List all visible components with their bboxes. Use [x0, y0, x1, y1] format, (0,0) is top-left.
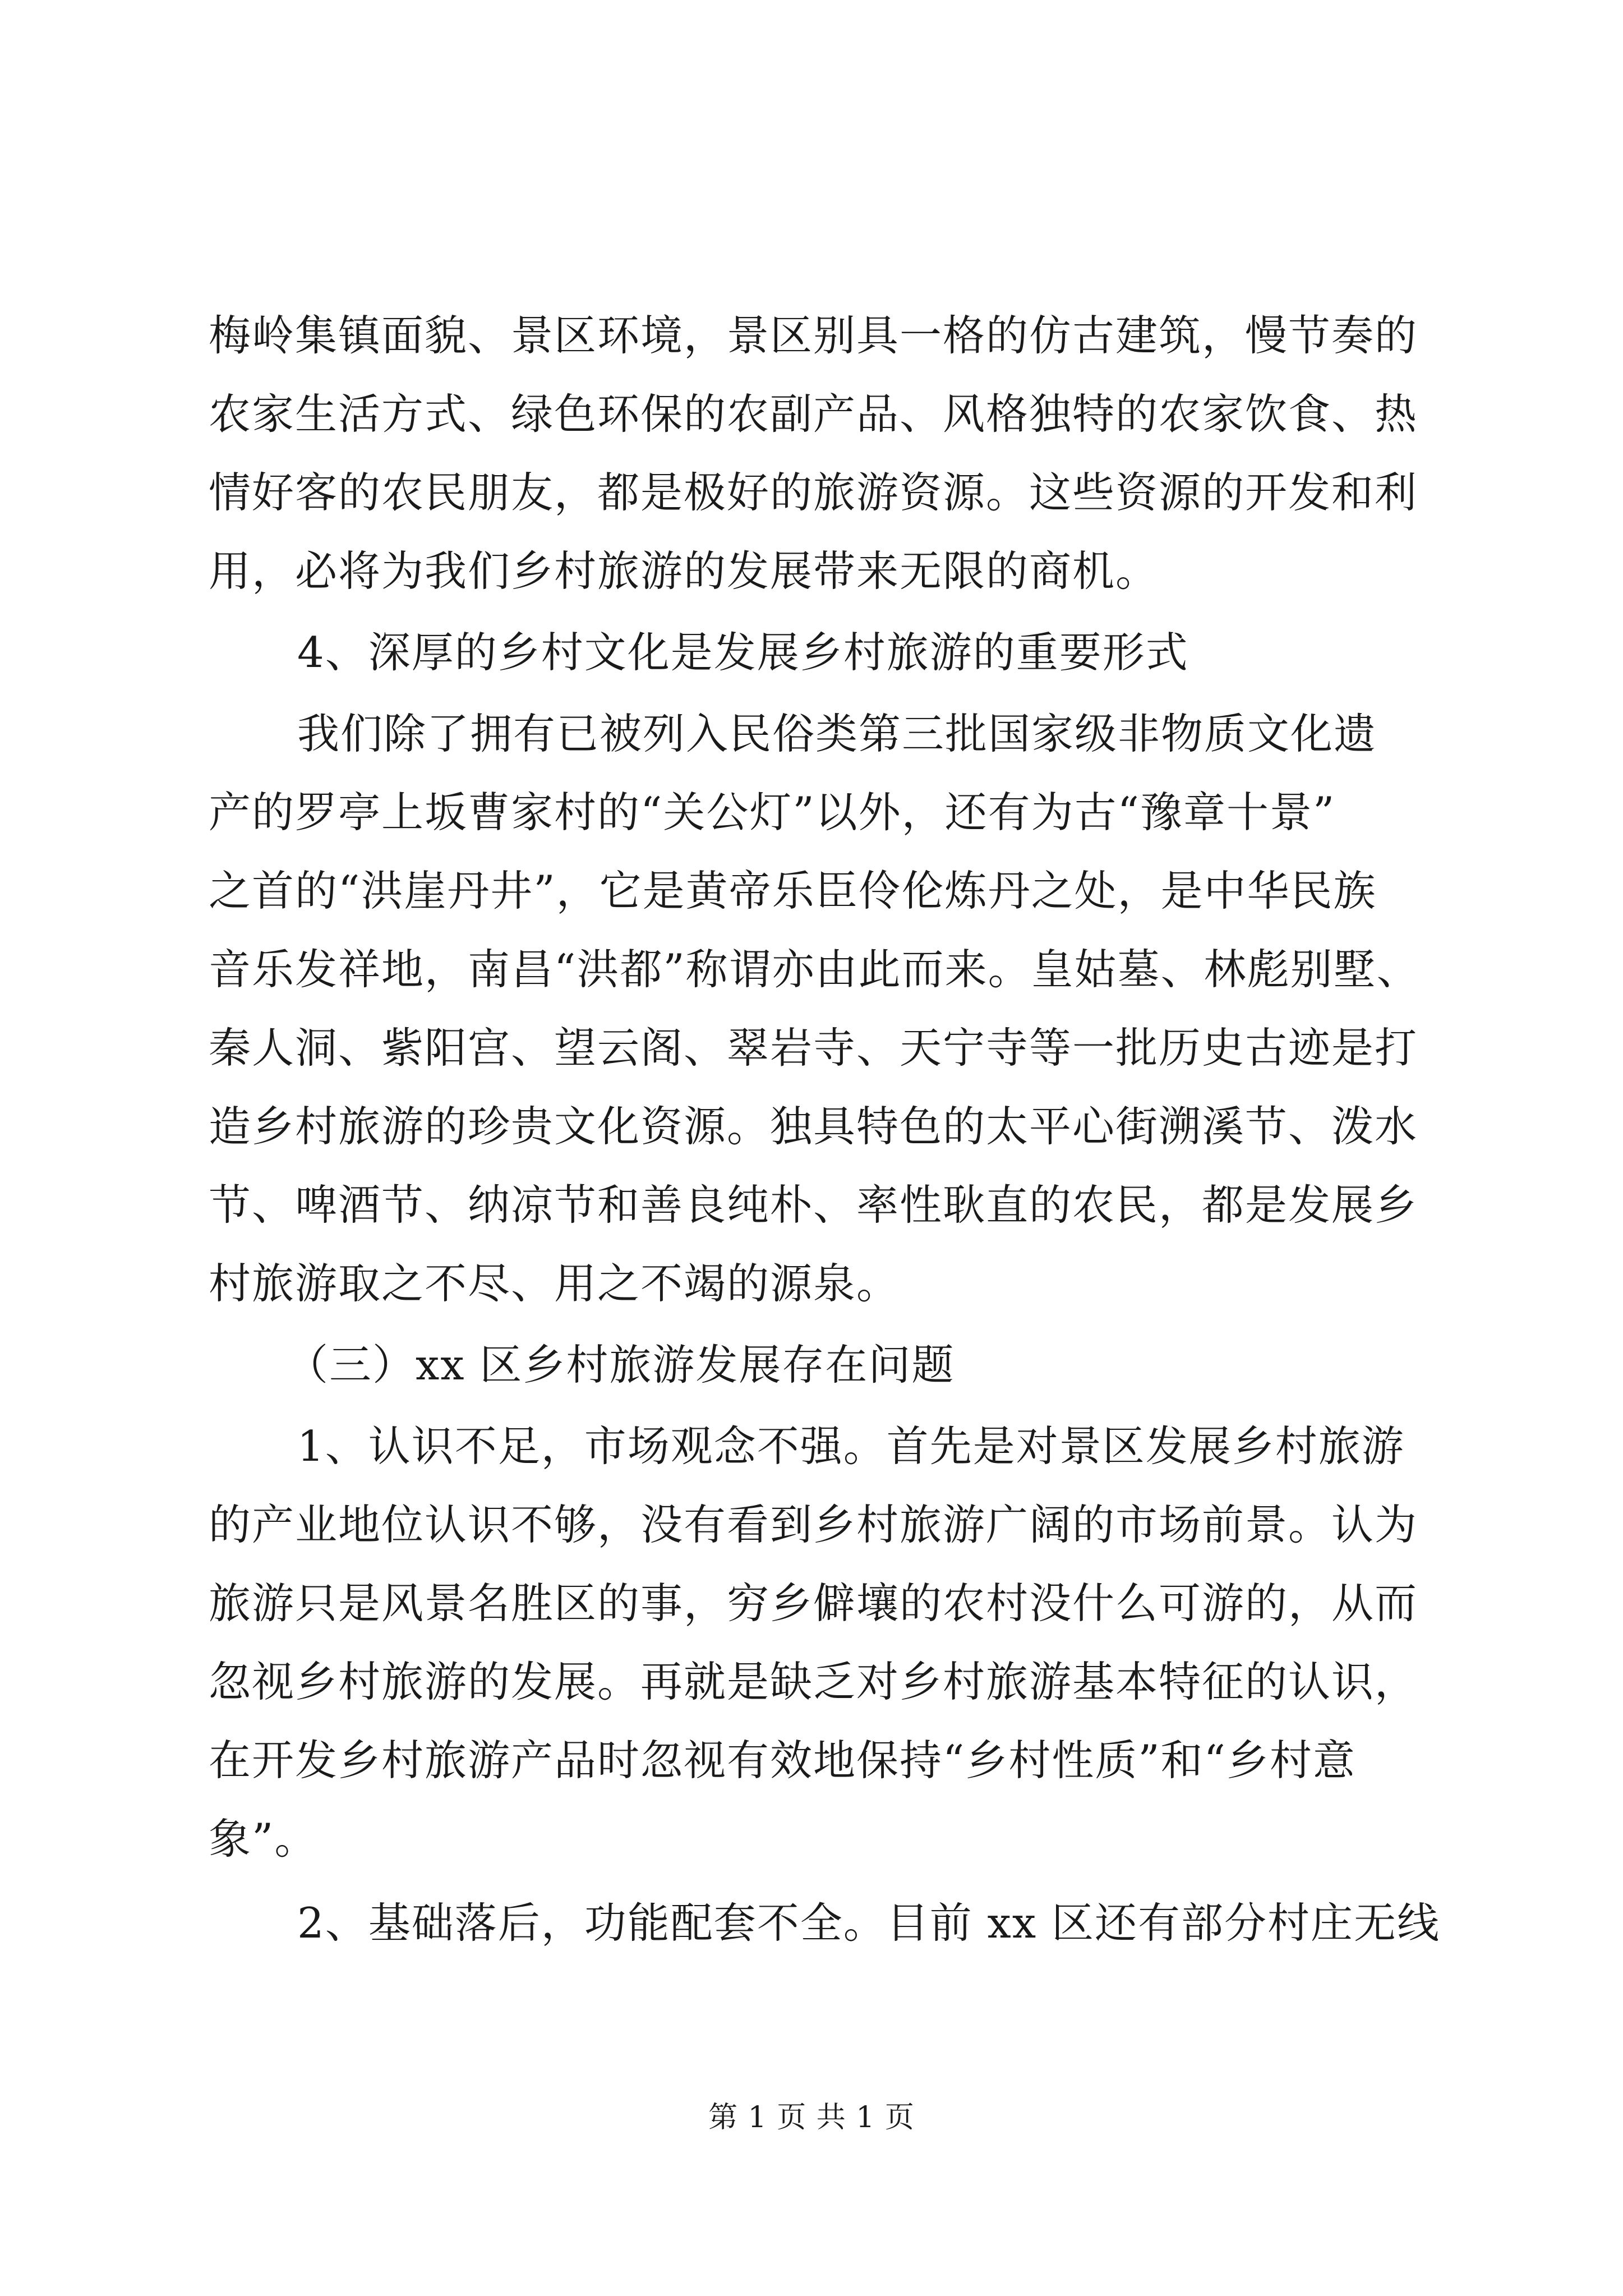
text-line: 情好客的农民朋友，都是极好的旅游资源。这些资源的开发和利 — [209, 468, 1418, 517]
text-line: 梅岭集镇面貌、景区环境，景区别具一格的仿古建筑，慢节奏的 — [209, 311, 1418, 360]
text-line: 忽视乡村旅游的发展。再就是缺乏对乡村旅游基本特征的认识， — [209, 1657, 1418, 1706]
text-line: 农家生活方式、绿色环保的农副产品、风格独特的农家饮食、热 — [209, 389, 1418, 439]
text-line: 2、基础落后，功能配套不全。目前 xx 区还有部分村庄无线 — [297, 1898, 1440, 1948]
text-line: 用，必将为我们乡村旅游的发展带来无限的商机。 — [209, 546, 1159, 596]
section-heading: （三）xx 区乡村旅游发展存在问题 — [286, 1340, 955, 1389]
text-line: 造乡村旅游的珍贵文化资源。独具特色的太平心街溯溪节、泼水 — [209, 1102, 1418, 1151]
text-line: 1、认识不足，市场观念不强。首先是对景区发展乡村旅游 — [297, 1421, 1405, 1471]
text-line: 旅游只是风景名胜区的事，穷乡僻壤的农村没什么可游的，从而 — [209, 1579, 1418, 1628]
text-line: 象”。 — [209, 1814, 318, 1864]
text-line: 秦人洞、紫阳宫、望云阁、翠岩寺、天宁寺等一批历史古迹是打 — [209, 1023, 1418, 1073]
text-line: 的产业地位认识不够，没有看到乡村旅游广阔的市场前景。认为 — [209, 1500, 1418, 1549]
text-line: 我们除了拥有已被列入民俗类第三批国家级非物质文化遗 — [297, 709, 1377, 758]
text-line: 之首的“洪崖丹井”，它是黄帝乐臣伶伦炼丹之处，是中华民族 — [209, 866, 1377, 915]
page-footer: 第 1 页 共 1 页 — [708, 2101, 915, 2134]
text-line: 产的罗亭上坂曹家村的“关公灯”以外，还有为古“豫章十景” — [209, 788, 1336, 837]
text-line: 村旅游取之不尽、用之不竭的源泉。 — [209, 1259, 900, 1308]
text-line: 音乐发祥地，南昌“洪都”称谓亦由此而来。皇姑墓、林彪别墅、 — [209, 945, 1420, 994]
text-line: 在开发乡村旅游产品时忽视有效地保持“乡村性质”和“乡村意 — [209, 1736, 1357, 1785]
section-heading: 4、深厚的乡村文化是发展乡村旅游的重要形式 — [297, 628, 1189, 677]
text-line: 节、啤酒节、纳凉节和善良纯朴、率性耿直的农民，都是发展乡 — [209, 1180, 1418, 1230]
